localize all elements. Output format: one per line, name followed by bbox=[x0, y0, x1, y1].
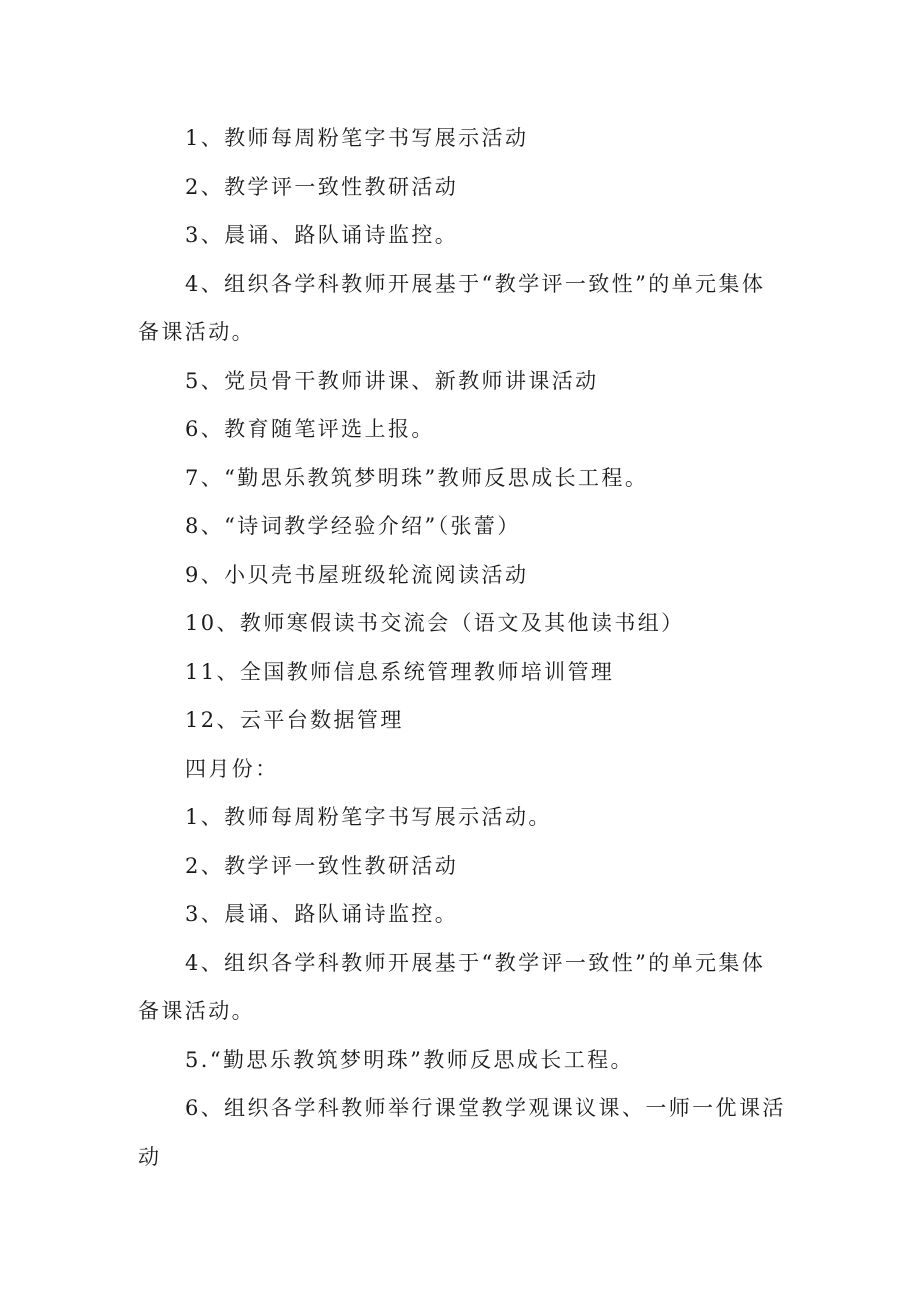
list-item-9: 9、小贝壳书屋班级轮流阅读活动 bbox=[185, 562, 529, 587]
april-item-2: 2、教学评一致性教研活动 bbox=[185, 853, 459, 878]
list-item-4: 4、组织各学科教师开展基于“教学评一致性”的单元集体 bbox=[185, 271, 766, 296]
list-item-8: 8、“诗词教学经验介绍”（张蕾） bbox=[185, 514, 521, 538]
section-heading-april: 四月份： bbox=[185, 756, 279, 781]
april-item-6: 6、组织各学科教师举行课堂教学观课议课、一师一优课活 bbox=[185, 1096, 786, 1120]
april-item-6-continuation: 动 bbox=[138, 1144, 162, 1169]
list-item-1: 1、教师每周粉笔字书写展示活动 bbox=[185, 126, 529, 150]
list-item-4-continuation: 备课活动。 bbox=[138, 320, 255, 344]
april-item-1: 1、教师每周粉笔字书写展示活动。 bbox=[185, 805, 552, 829]
april-item-4-continuation: 备课活动。 bbox=[138, 999, 255, 1023]
list-item-7: 7、“勤思乐教筑梦明珠”教师反思成长工程。 bbox=[185, 465, 649, 490]
april-item-3: 3、晨诵、路队诵诗监控。 bbox=[185, 902, 459, 926]
list-item-12: 12、云平台数据管理 bbox=[185, 708, 404, 732]
april-item-4: 4、组织各学科教师开展基于“教学评一致性”的单元集体 bbox=[185, 950, 766, 975]
document-body bbox=[138, 114, 788, 1181]
april-item-5: 5.“勤思乐教筑梦明珠”教师反思成长工程。 bbox=[185, 1047, 634, 1072]
list-item-2: 2、教学评一致性教研活动 bbox=[185, 174, 459, 199]
list-item-3: 3、晨诵、路队诵诗监控。 bbox=[185, 223, 459, 247]
list-item-11: 11、全国教师信息系统管理教师培训管理 bbox=[185, 659, 615, 684]
list-item-6: 6、教育随笔评选上报。 bbox=[185, 417, 435, 441]
list-item-5: 5、党员骨干教师讲课、新教师讲课活动 bbox=[185, 368, 599, 393]
list-item-10: 10、教师寒假读书交流会（语文及其他读书组） bbox=[185, 611, 685, 635]
